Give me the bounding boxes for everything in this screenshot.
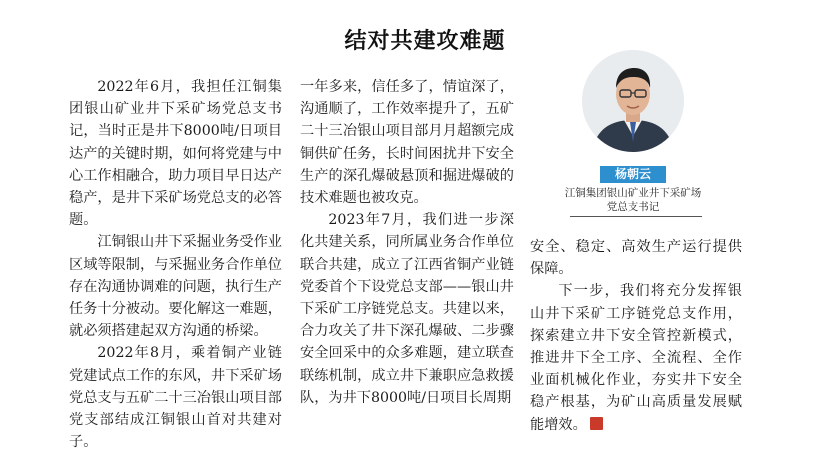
- paragraph: 一年多来，信任多了，情谊深了，沟通顺了，工作效率提升了，五矿二十三冶银山项目部月月超额完成铜供矿任务，长时间困扰井下安全生产的深孔爆破悬顶和掘进爆破的技术难题也被攻克。: [300, 79, 514, 207]
- profile-caption: [560, 186, 706, 214]
- article-title: 结对共建攻难题: [344, 29, 506, 54]
- paragraph: 江铜银山井下采掘业务受作业区域等限制，与采掘业务合作单位存在沟通协调难的问题，执行生产任务十分被动。要化解这一难题，就必须搭建起双方沟通的桥梁。: [69, 234, 282, 340]
- paragraph-text: 下一步，我们将充分发挥银山井下采矿工序链党总支作用，探索建立井下安全管控新模式，推进井下全工序、全流程、全作业面机械化作业，夯实井下安全稳产根基，为矿山高质量发展赋能增效。: [530, 283, 742, 433]
- paragraph: 2022年8月，乘着铜产业链党建试点工作的东风，井下采矿场党总支与五矿二十三冶银山项目部党支部结成江铜银山首对共建对子。: [69, 345, 282, 451]
- article-column-2: [300, 76, 514, 409]
- caption-line-2: 党总支书记: [606, 201, 660, 213]
- caption-line-1: 江铜集团银山矿业井下采矿场: [564, 187, 702, 199]
- paragraph: 2022年6月，我担任江铜集团银山矿业井下采矿场党总支书记，当时正是井下8000吨/日项目达产的关键时期，如何将党建与中心工作相融合，助力项目早日达产稳产，是井下采矿场党总支的必答题。: [69, 79, 282, 229]
- name-badge: 杨朝云: [600, 166, 666, 183]
- article-column-1: [69, 76, 282, 453]
- caption-divider: [570, 216, 702, 217]
- portrait-photo: [582, 50, 684, 152]
- end-mark-seal-icon: [590, 417, 603, 430]
- paragraph: 安全、稳定、高效生产运行提供保障。: [530, 239, 742, 278]
- article-column-3: [530, 236, 742, 436]
- person-portrait-icon: [582, 50, 684, 152]
- paragraph: [530, 280, 742, 435]
- paragraph: 2023年7月，我们进一步深化共建关系，同所属业务合作单位联合共建，成立了江西省铜产业链党委首个下设党总支部——银山井下采矿工序链党总支。共建以来，合力攻关了井下深孔爆破、二步骤安全回采中的众多难题，建立联查联练机制，成立井下兼职应急救援队，为井下8000吨/日项目长周期: [300, 212, 514, 406]
